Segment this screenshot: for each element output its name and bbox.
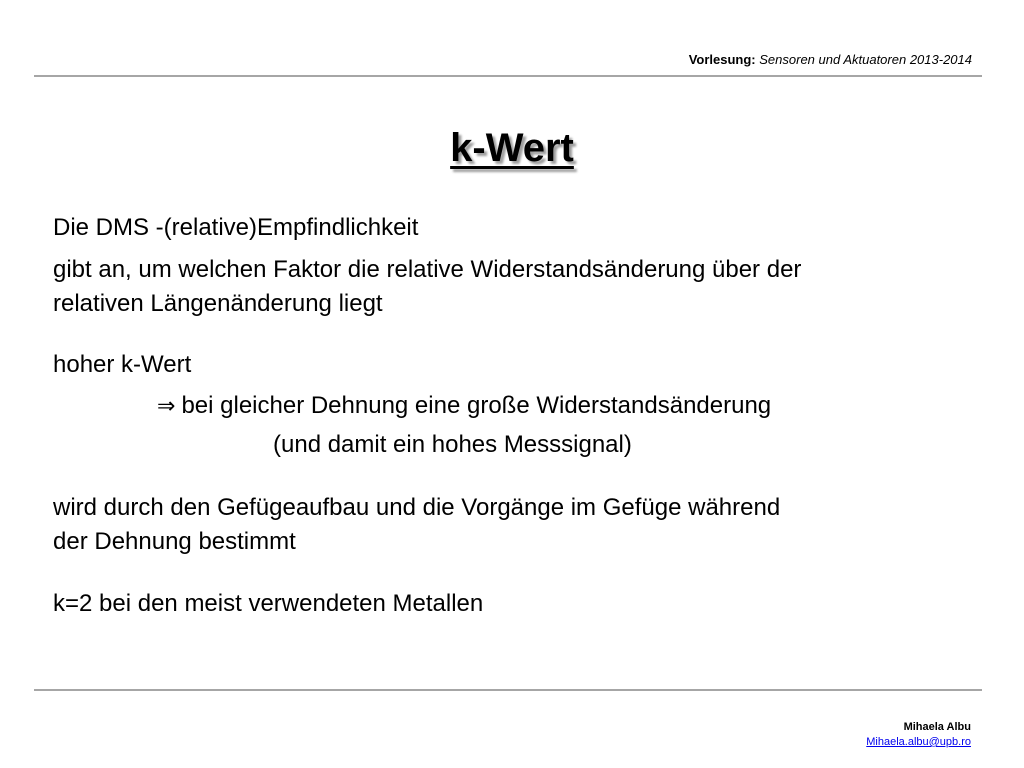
slide-title-text: k-Wert [450,126,574,170]
body-line-3: relativen Längenänderung liegt [53,290,383,317]
body-line-1: Die DMS -(relative)Empfindlichkeit [53,214,419,241]
slide-footer [866,720,971,750]
body-line-4: hoher k-Wert [53,351,192,378]
header-label: Vorlesung: [688,52,756,67]
body-line-2: gibt an, um welchen Faktor die relative Widerstandsänderung über der [53,256,802,283]
header-divider [34,75,982,77]
slide-header [689,52,972,68]
slide-title [0,124,1024,172]
body-line-6: (und damit ein hohes Messsignal) [273,431,632,458]
implies-arrow-icon: ⇒ [157,394,176,419]
body-line-9: k=2 bei den meist verwendeten Metallen [53,590,484,617]
header-course: Sensoren und Aktuatoren 2013-2014 [759,52,972,67]
body-line-5 [157,388,771,425]
body-line-7: wird durch den Gefügeaufbau und die Vorgänge im Gefüge während [53,494,781,521]
body-line-5-text: bei gleicher Dehnung eine große Widerstandsänderung [181,392,772,419]
footer-author: Mihaela Albu [903,721,971,733]
footer-divider [34,689,982,691]
footer-email-link[interactable]: Mihaela.albu@upb.ro [866,736,971,748]
body-line-8: der Dehnung bestimmt [53,528,296,555]
